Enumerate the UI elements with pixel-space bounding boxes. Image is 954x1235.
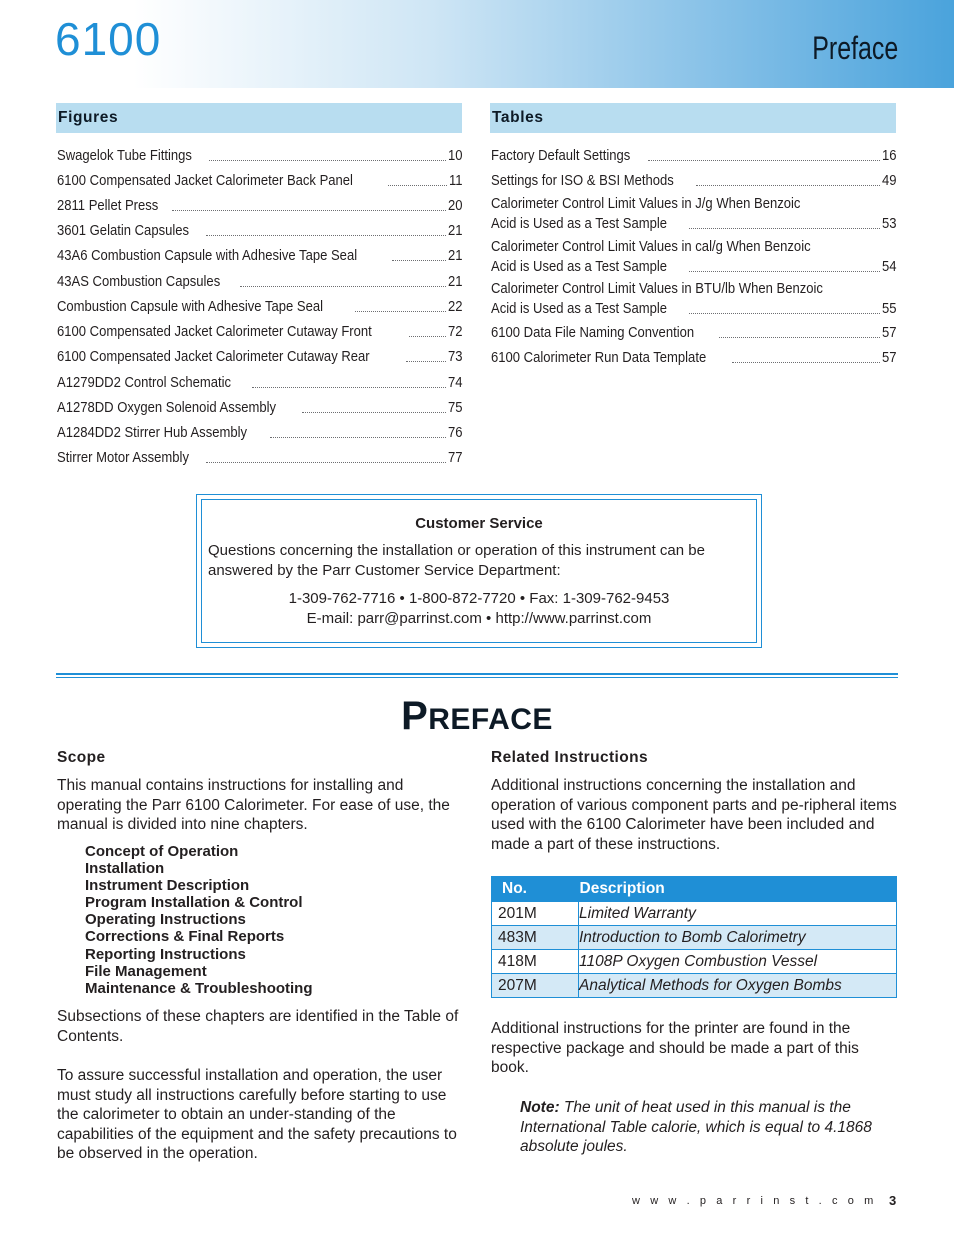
footer-url: w w w . p a r r i n s t . c o m (632, 1195, 877, 1207)
table-cell-no: 418M (492, 950, 579, 974)
printer-instructions-paragraph: Additional instructions for the printer are found in the respective package and should be made a part of this book. (491, 1020, 859, 1077)
toc-entry-label: Settings for ISO & BSI Methods (491, 173, 674, 189)
scope-paragraph: This manual contains instructions for installing and operating the Parr 6100 Calorimeter. For ease of use, the manual is divided into nine chapters. (57, 777, 450, 834)
chapter-list-item: Corrections & Final Reports (85, 928, 285, 946)
toc-entry (491, 259, 898, 275)
tables-heading: Tables (492, 109, 544, 126)
toc-entry-label: 43AS Combustion Capsules (57, 274, 221, 290)
toc-entry-page: 21 (447, 223, 463, 239)
model-number: 6100 (55, 13, 162, 65)
toc-entry-label: 3601 Gelatin Capsules (57, 223, 190, 239)
chapter-list-item: Instrument Description (85, 877, 250, 895)
toc-entry (57, 198, 464, 214)
toc-entry-page: 73 (447, 349, 463, 365)
column-header-description: Description (579, 877, 897, 902)
dot-leader (689, 227, 880, 229)
table-cell-no: 201M (492, 902, 579, 926)
table-cell-no: 207M (492, 974, 579, 998)
dot-leader (392, 259, 445, 261)
toc-entry (57, 425, 464, 441)
toc-entry-page: 76 (447, 425, 463, 441)
related-instructions-table (491, 876, 897, 998)
toc-entry-line1 (491, 239, 846, 255)
toc-entry (491, 325, 898, 341)
customer-service-box (196, 494, 762, 648)
preface-title (0, 694, 954, 739)
toc-entry-page: 74 (447, 375, 463, 391)
dot-leader (732, 361, 880, 363)
table-row (492, 974, 897, 998)
toc-entry-label: 6100 Calorimeter Run Data Template (491, 350, 707, 366)
toc-entry-label: Acid is Used as a Test Sample (491, 301, 668, 317)
tables-list (491, 148, 898, 378)
dot-leader (689, 312, 880, 314)
toc-entry (491, 301, 898, 317)
chapter-list-item: Installation (85, 860, 165, 878)
dot-leader (206, 461, 446, 463)
toc-entry-page: 20 (447, 198, 463, 214)
toc-entry-page: 21 (447, 248, 463, 264)
related-instructions-heading: Related Instructions (491, 749, 648, 766)
customer-service-title: Customer Service (415, 515, 543, 532)
toc-entry-page: 10 (447, 148, 463, 164)
header-title: Preface (811, 30, 898, 66)
chapter-list-item: Program Installation & Control (85, 894, 303, 912)
chapter-list-item: File Management (85, 962, 207, 980)
customer-service-contact: E-mail: parr@parrinst.com • http://www.parrinst.com (306, 610, 652, 627)
chapter-list-item: Concept of Operation (85, 843, 239, 860)
dot-leader (648, 159, 880, 161)
toc-entry (57, 274, 464, 290)
toc-entry-page: 72 (447, 324, 463, 340)
toc-entry-label: 6100 Compensated Jacket Calorimeter Back Panel (57, 173, 353, 189)
toc-entry-label: Acid is Used as a Test Sample (491, 216, 668, 232)
table-cell-description: Introduction to Bomb Calorimetry (579, 926, 897, 950)
header-band (0, 0, 954, 88)
toc-entry (57, 450, 464, 466)
toc-entry (57, 299, 464, 315)
toc-entry-label-line1: Calorimeter Control Limit Values in J/g When Benzoic (491, 196, 801, 212)
toc-entry-label: 6100 Compensated Jacket Calorimeter Cutaway Rear (57, 349, 370, 365)
toc-entry (57, 223, 464, 239)
table-cell-description: Analytical Methods for Oxygen Bombs (579, 974, 897, 998)
related-instructions-paragraph: Additional instructions concerning the installation and operation of various component parts and pe-ripheral items used with the 6100 Calorimeter have been included and made a part of these instructions. (491, 777, 897, 853)
preface-title-rest: REFACE (428, 703, 553, 736)
dot-leader (252, 386, 445, 388)
toc-entry-label: 2811 Pellet Press (57, 198, 159, 214)
toc-entry-page: 57 (881, 325, 897, 341)
page-number: 3 (889, 1193, 897, 1208)
toc-entry (57, 173, 464, 189)
toc-entry-label: A1279DD2 Control Schematic (57, 375, 232, 391)
toc-entry-page: 22 (447, 299, 463, 315)
toc-entry-page: 21 (447, 274, 463, 290)
dot-leader (719, 336, 880, 338)
toc-entry-page: 54 (881, 259, 897, 275)
dot-leader (355, 310, 446, 312)
toc-entry-label-line1: Calorimeter Control Limit Values in BTU/lb When Benzoic (491, 281, 823, 297)
toc-entry (491, 173, 898, 189)
figures-heading-bar (56, 103, 462, 133)
dot-leader (409, 335, 446, 337)
chapter-list-item: Operating Instructions (85, 911, 246, 929)
table-cell-description: Limited Warranty (579, 902, 897, 926)
toc-entry-label: A1284DD2 Stirrer Hub Assembly (57, 425, 248, 441)
dot-leader (302, 411, 445, 413)
dot-leader (206, 234, 446, 236)
toc-entry-page: 77 (447, 450, 463, 466)
column-header-no: No. (492, 877, 579, 902)
customer-service-phones: 1-309-762-7716 • 1-800-872-7720 • Fax: 1-309-762-9453 (288, 590, 670, 607)
preface-title-cap: P (401, 694, 429, 738)
dot-leader (209, 159, 446, 161)
toc-entry-label: Combustion Capsule with Adhesive Tape Seal (57, 299, 324, 315)
chapter-list-item: Reporting Instructions (85, 945, 246, 963)
divider-rule (56, 673, 898, 675)
scope-study-paragraph: To assure successful installation and operation, the user must study all instructions carefully before starting to use the calorimeter to obtain an under-standing of the capabilities of the equipment and the safety precautions to be observed in the operation. (57, 1067, 457, 1163)
toc-entry-label-line1: Calorimeter Control Limit Values in cal/g When Benzoic (491, 239, 811, 255)
note-paragraph (520, 1098, 900, 1157)
customer-service-body: Questions concerning the installation or operation of this instrument can be answered by the Parr Customer Service Department: (208, 542, 705, 579)
toc-entry-page: 57 (881, 350, 897, 366)
toc-entry-label: 6100 Data File Naming Convention (491, 325, 695, 341)
figures-list (57, 148, 464, 478)
chapter-list (85, 843, 313, 997)
table-cell-description: 1108P Oxygen Combustion Vessel (579, 950, 897, 974)
toc-entry-page: 75 (447, 400, 463, 416)
table-row (492, 950, 897, 974)
toc-entry-label: Acid is Used as a Test Sample (491, 259, 668, 275)
tables-heading-bar (490, 103, 896, 133)
toc-entry-page: 55 (881, 301, 897, 317)
toc-entry (57, 400, 464, 416)
toc-entry (57, 375, 464, 391)
toc-entry (57, 248, 464, 264)
toc-entry-label: Stirrer Motor Assembly (57, 450, 189, 466)
toc-entry-label: Factory Default Settings (491, 148, 631, 164)
chapter-list-item: Maintenance & Troubleshooting (85, 979, 313, 997)
toc-entry-page: 11 (448, 173, 463, 189)
toc-entry-page: 16 (881, 148, 897, 164)
toc-entry (491, 350, 898, 366)
divider-rule-thin (56, 677, 898, 678)
note-text: The unit of heat used in this manual is the International Table calorie, which is equal to 4.1868 absolute joules. (520, 1099, 872, 1156)
table-row (492, 902, 897, 926)
dot-leader (689, 270, 880, 272)
toc-entry (57, 349, 464, 365)
figures-heading: Figures (58, 109, 119, 126)
toc-entry-page: 53 (881, 216, 897, 232)
toc-entry-label: A1278DD Oxygen Solenoid Assembly (57, 400, 277, 416)
dot-leader (172, 209, 446, 211)
toc-entry (57, 148, 464, 164)
toc-entry (57, 324, 464, 340)
dot-leader (696, 184, 880, 186)
toc-entry-label: Swagelok Tube Fittings (57, 148, 192, 164)
dot-leader (270, 436, 446, 438)
toc-entry-line1 (491, 196, 835, 212)
table-row (492, 926, 897, 950)
table-header-row (492, 877, 897, 902)
dot-leader (388, 184, 447, 186)
toc-entry-label: 6100 Compensated Jacket Calorimeter Cutaway Front (57, 324, 372, 340)
table-cell-no: 483M (492, 926, 579, 950)
scope-subsections-paragraph: Subsections of these chapters are identified in the Table of Contents. (57, 1008, 459, 1045)
dot-leader (406, 360, 445, 362)
note-label: Note: (520, 1099, 560, 1116)
dot-leader (240, 285, 446, 287)
scope-heading: Scope (57, 749, 106, 766)
toc-entry-page: 49 (881, 173, 897, 189)
toc-entry (491, 216, 898, 232)
toc-entry (491, 148, 898, 164)
toc-entry-line1 (491, 281, 860, 297)
toc-entry-label: 43A6 Combustion Capsule with Adhesive Tape Seal (57, 248, 358, 264)
